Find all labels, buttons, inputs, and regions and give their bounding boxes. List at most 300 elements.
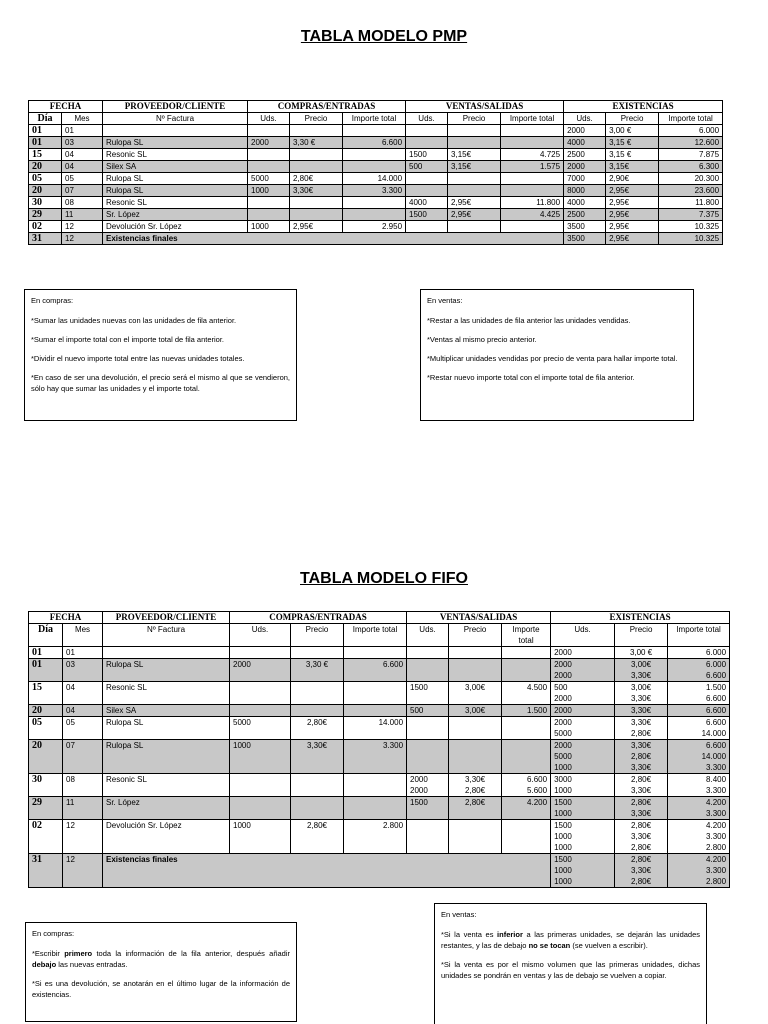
column-header: Importe total [344,624,407,647]
cell-line: 5000 [554,752,572,761]
group-header-proveedor: PROVEEDOR/CLIENTE [103,612,230,624]
cell-line: 3,30€ [631,694,652,703]
note-line: *Ventas al mismo precio anterior. [427,335,537,344]
table-cell [344,659,407,682]
cell-line: 2,80€ [465,786,486,795]
table-cell [407,820,449,854]
cell-line: 2000 [554,671,572,680]
table-row [29,717,730,740]
column-header: Uds. [551,624,615,647]
table-cell: 6.000 [659,125,723,137]
table-cell: 14.000 [343,173,406,185]
table-cell [344,682,407,705]
table-cell: 11 [63,797,103,820]
table-cell: 31 [29,854,63,888]
table-cell [406,221,448,233]
table-cell [343,149,406,161]
table-row [29,705,730,717]
cell-line: 8.400 [706,775,727,784]
table-cell: 2,95€ [606,221,659,233]
table-cell: Rulopa SL [103,137,248,149]
table-cell: 07 [62,185,103,197]
table-cell [407,647,449,659]
cell-line: 3.300 [706,786,727,795]
cell-line: 2000 [554,660,572,669]
table-cell [248,149,290,161]
table-cell: Devolución Sr. López [103,221,248,233]
table-row [29,682,730,705]
table-cell [291,647,344,659]
table-cell: 2,95€ [606,233,659,245]
table-cell [448,173,501,185]
note-line: *Sumar las unidades nuevas con las unidades de fila anterior. [31,316,237,325]
table-cell [551,820,615,854]
note-heading: En ventas: [441,910,477,919]
table-cell [501,125,564,137]
table-cell [668,659,730,682]
table-cell: 2,95€ [606,185,659,197]
table-cell [344,774,407,797]
table-cell [502,647,551,659]
table-cell [551,774,615,797]
table-cell [230,740,291,774]
table-cell: 05 [29,717,63,740]
table-row [29,173,723,185]
table-cell: 07 [63,740,103,774]
table-cell: 04 [63,705,103,717]
column-header: Uds. [230,624,291,647]
table-cell [344,705,407,717]
table-cell [502,820,551,854]
cell-line: 1000 [554,866,572,875]
cell-line: 3,00€ [465,706,486,715]
cell-line: 1000 [233,821,251,830]
cell-line: 6.600 [383,660,404,669]
table-cell [230,717,291,740]
table-cell [230,682,291,705]
table-cell: 6.600 [343,137,406,149]
column-header: Precio [449,624,502,647]
cell-line: 3,00 € [629,648,653,657]
table-cell [501,185,564,197]
column-header: Uds. [248,113,290,125]
table-cell [668,705,730,717]
note-line: *En caso de ser una devolución, el precio será el mismo al que se vendieron, sólo hay que sumar las unidades y el importe total. [31,373,290,393]
column-header: Mes [62,113,103,125]
table-cell: 1500 [406,209,448,221]
table-cell: 10.325 [659,221,723,233]
table-cell: 03 [62,137,103,149]
table-cell: 2,95€ [290,221,343,233]
cell-line: 2,80€ [631,752,652,761]
table-cell: 01 [29,137,62,149]
cell-line: 1000 [554,809,572,818]
table-cell [291,717,344,740]
table-cell [449,705,502,717]
table-cell: 15 [29,682,63,705]
table-cell [343,209,406,221]
cell-line: 4.500 [527,683,548,692]
table-cell: 12 [62,233,103,245]
table-cell [344,740,407,774]
cell-line: 3,30€ [631,866,652,875]
cell-line: 3,30€ [631,718,652,727]
table-cell: 20 [29,161,62,173]
cell-line: 2.800 [383,821,404,830]
cell-line: 2,80€ [465,798,486,807]
cell-line: 6.600 [706,694,727,703]
cell-line: 2,80€ [631,877,652,886]
table-row [29,647,730,659]
cell-line: 6.600 [527,775,548,784]
note-heading: En compras: [31,296,74,305]
table-row [29,820,730,854]
table-cell [230,705,291,717]
table-cell: 01 [29,125,62,137]
table-cell: 11.800 [501,197,564,209]
table-cell: 29 [29,209,62,221]
cell-line: 2000 [554,694,572,703]
table-row [29,185,723,197]
table-cell: 20 [29,705,63,717]
cell-line: 1500 [554,821,572,830]
table-cell [502,774,551,797]
table-cell: 05 [29,173,62,185]
table-row [29,774,730,797]
cell-line: 3,30€ [465,775,486,784]
pmp-note-ventas [420,289,694,421]
table-cell [551,797,615,820]
cell-line: 5.600 [527,786,548,795]
table-cell: 7.875 [659,149,723,161]
table-cell: 01 [29,647,63,659]
table-row [29,209,723,221]
table-cell [668,647,730,659]
table-cell: 30 [29,774,63,797]
pmp-table [28,100,723,245]
cell-line: 3,00€ [465,683,486,692]
table-cell: 4.425 [501,209,564,221]
column-header: Importe total [668,624,730,647]
cell-line: 1000 [554,763,572,772]
cell-line: 3,30€ [631,671,652,680]
cell-line: 3.300 [383,741,404,750]
cell-line: 3,30€ [631,809,652,818]
table-cell [551,682,615,705]
cell-line: 1500 [410,798,428,807]
table-row [29,125,723,137]
table-cell [615,854,668,888]
table-cell: 20.300 [659,173,723,185]
table-cell: Sr. López [103,797,230,820]
table-cell [668,717,730,740]
table-cell: 4000 [564,137,606,149]
cell-line: 2,80€ [631,855,652,864]
table-cell [615,740,668,774]
table-cell [290,209,343,221]
cell-line: 1.500 [527,706,548,715]
table-cell [668,797,730,820]
table-cell [449,682,502,705]
table-row [29,197,723,209]
table-cell [290,161,343,173]
table-cell: Rulopa SL [103,173,248,185]
table-cell [230,820,291,854]
cell-line: 3,00€ [631,683,652,692]
table-row [29,659,730,682]
table-cell: 500 [406,161,448,173]
table-cell [407,797,449,820]
group-header-fecha: FECHA [29,101,103,113]
table-cell: 2.950 [343,221,406,233]
table-cell: Silex SA [103,161,248,173]
table-row [29,797,730,820]
table-cell [230,797,291,820]
table-cell [103,125,248,137]
cell-line: 14.000 [701,729,727,738]
table-cell [502,705,551,717]
table-cell [615,705,668,717]
table-cell [501,173,564,185]
cell-line: 6.600 [706,718,727,727]
group-header-fecha: FECHA [29,612,103,624]
table-cell: 23.600 [659,185,723,197]
table-cell: Resonic SL [103,197,248,209]
table-cell: Devolución Sr. López [103,820,230,854]
column-header: Día [29,624,63,647]
column-header: Uds. [406,113,448,125]
table-cell: 2,95€ [448,209,501,221]
table-cell [344,647,407,659]
cell-line: 6.000 [706,648,727,657]
fifo-table [28,611,730,888]
cell-line: 1.500 [706,683,727,692]
table-cell [291,820,344,854]
table-cell [502,659,551,682]
group-header-ventas: VENTAS/SALIDAS [407,612,551,624]
table-cell: 29 [29,797,63,820]
table-cell [290,149,343,161]
cell-line: 4.200 [527,798,548,807]
cell-line: 3000 [554,775,572,784]
table-cell: 12 [63,854,103,888]
table-cell: 11 [62,209,103,221]
table-cell: 2500 [564,149,606,161]
cell-line: 1000 [233,741,251,750]
cell-line: 3,30€ [631,741,652,750]
table-cell [615,774,668,797]
column-header: Precio [606,113,659,125]
table-cell: 08 [62,197,103,209]
cell-line: 2,80€ [631,798,652,807]
table-cell: 3500 [564,233,606,245]
table-cell [551,717,615,740]
cell-line: 1000 [554,877,572,886]
table-cell: 12 [62,221,103,233]
table-cell: 01 [62,125,103,137]
table-cell [230,647,291,659]
cell-line: 3,30€ [631,786,652,795]
table-cell: Rulopa SL [103,717,230,740]
table-cell: 3,15€ [448,149,501,161]
table-cell: 05 [63,717,103,740]
table-cell: 08 [63,774,103,797]
table-row [29,149,723,161]
cell-line: 2,80€ [631,821,652,830]
table-cell [551,705,615,717]
column-header: Importe total [502,624,551,647]
cell-line: 4.200 [706,821,727,830]
cell-line: 2,80€ [306,821,328,830]
table-cell [668,820,730,854]
cell-line: 2000 [554,718,572,727]
column-header: Precio [448,113,501,125]
table-cell: 03 [63,659,103,682]
column-header: Nº Factura [103,624,230,647]
group-header-compras: COMPRAS/ENTRADAS [248,101,406,113]
group-header-ventas: VENTAS/SALIDAS [406,101,564,113]
table-cell: 2000 [564,161,606,173]
table-cell [406,185,448,197]
table-cell: 11.800 [659,197,723,209]
cell-line: 1500 [554,798,572,807]
table-cell [248,209,290,221]
pmp-title: TABLA MODELO PMP [300,28,468,45]
table-cell: Rulopa SL [103,185,248,197]
table-cell: Resonic SL [103,149,248,161]
table-cell [291,797,344,820]
table-cell [551,854,615,888]
table-cell: 1500 [406,149,448,161]
table-cell [668,682,730,705]
table-cell: Resonic SL [103,682,230,705]
table-cell: 3,00 € [606,125,659,137]
cell-line: 1500 [410,683,428,692]
table-row-final [29,233,723,245]
cell-line: 1000 [554,843,572,852]
table-cell [291,659,344,682]
table-cell: 4000 [564,197,606,209]
table-cell [449,659,502,682]
group-header-existencias: EXISTENCIAS [551,612,730,624]
note-line: *Escribir primero toda la información de la fila anterior, después añadir debajo las nuevas entradas. [32,949,290,969]
cell-line: 3.300 [706,866,727,875]
cell-line: 2000 [410,786,428,795]
cell-line: 3,00€ [631,660,652,669]
table-cell: Sr. López [103,209,248,221]
table-cell: 15 [29,149,62,161]
cell-line: 4.200 [706,855,727,864]
cell-line: 1000 [554,786,572,795]
table-cell [501,137,564,149]
cell-line: 3.300 [706,809,727,818]
table-cell: Rulopa SL [103,740,230,774]
column-header: Importe total [343,113,406,125]
fifo-title: TABLA MODELO FIFO [300,570,468,587]
table-row [29,740,730,774]
table-cell: 3,15 € [606,149,659,161]
table-cell: Resonic SL [103,774,230,797]
table-cell [668,774,730,797]
cell-line: 3,30€ [631,763,652,772]
table-cell: 01 [63,647,103,659]
table-cell [406,125,448,137]
note-line: *Dividir el nuevo importe total entre las nuevas unidades totales. [31,354,245,363]
table-cell [449,647,502,659]
column-header: Día [29,113,62,125]
table-cell [615,647,668,659]
cell-line: 2000 [233,660,251,669]
table-cell: 04 [62,161,103,173]
cell-line: 2,80€ [306,718,328,727]
table-cell [290,197,343,209]
table-cell: 02 [29,221,62,233]
table-cell: 4000 [406,197,448,209]
pmp-note-compras [24,289,297,421]
cell-line: 14.000 [701,752,727,761]
table-cell [502,797,551,820]
table-cell [230,659,291,682]
table-cell [615,717,668,740]
table-cell [448,125,501,137]
column-header: Importe total [659,113,723,125]
note-line: *Si es una devolución, se anotarán en el último lugar de la información de existencias. [32,979,290,999]
cell-line: 6.600 [706,671,727,680]
cell-line: 2.800 [706,877,727,886]
table-cell [103,647,230,659]
cell-line: 2.800 [706,843,727,852]
cell-line: 3,30€ [631,832,652,841]
cell-line: 6.000 [706,660,727,669]
column-header: Nº Factura [103,113,248,125]
table-cell [502,717,551,740]
group-header-compras: COMPRAS/ENTRADAS [230,612,407,624]
table-cell [291,682,344,705]
table-cell: 7000 [564,173,606,185]
table-cell [448,221,501,233]
table-cell [407,682,449,705]
table-cell: 12.600 [659,137,723,149]
note-heading: En compras: [32,929,75,938]
table-cell [615,797,668,820]
note-line: *Restar nuevo importe total con el importe total de fila anterior. [427,373,635,382]
table-cell: Existencias finales [103,854,551,888]
table-cell [344,797,407,820]
table-cell [502,682,551,705]
cell-line: 2,80€ [631,775,652,784]
table-cell: 2,90€ [606,173,659,185]
table-cell [449,717,502,740]
cell-line: 3.300 [706,832,727,841]
table-cell: 2,95€ [606,209,659,221]
table-row [29,137,723,149]
table-cell: 2000 [564,125,606,137]
table-cell: Rulopa SL [103,659,230,682]
cell-line: 1000 [554,832,572,841]
table-cell: 2500 [564,209,606,221]
table-cell [230,774,291,797]
table-cell [668,740,730,774]
column-header: Importe total [501,113,564,125]
table-cell [344,820,407,854]
table-cell: Existencias finales [103,233,564,245]
table-cell: 12 [63,820,103,854]
table-cell: 8000 [564,185,606,197]
table-cell [449,820,502,854]
table-cell [248,125,290,137]
table-cell: 2,95€ [606,197,659,209]
cell-line: 6.600 [706,741,727,750]
